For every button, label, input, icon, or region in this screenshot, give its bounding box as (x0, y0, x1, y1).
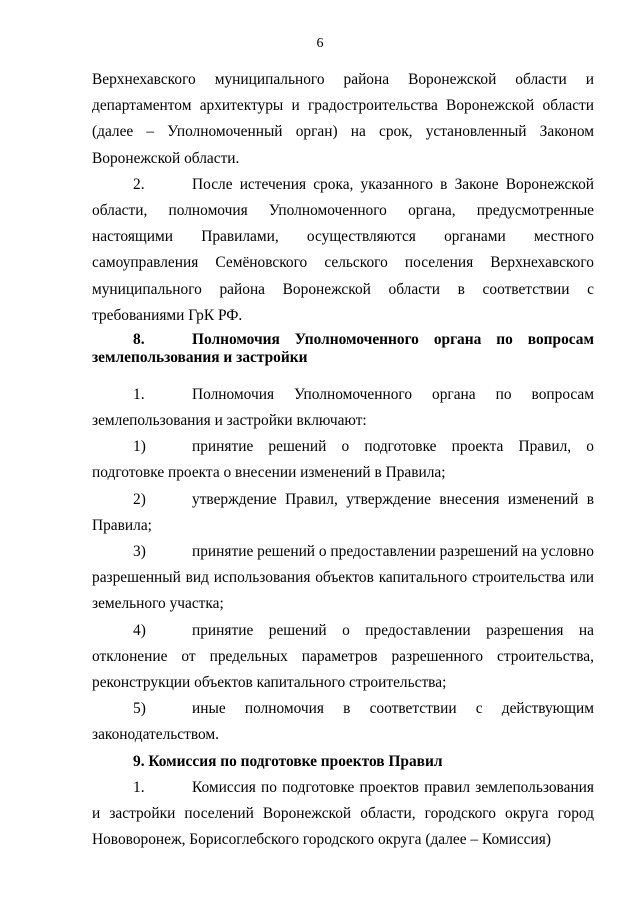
paragraph-text: Полномочия Уполномоченного органа по вопросам землепользования и застройки включают: (92, 385, 594, 430)
list-item-text: принятие решений о предоставлении разрешений на условно разрешенный вид использования объектов капитального строительства или земельного участка; (92, 543, 594, 613)
list-item-number: 5) (133, 700, 146, 718)
list-item-text: иные полномочия в соответствии с действующим законодательством. (92, 700, 594, 744)
list-item-number: 4) (133, 621, 146, 639)
paragraph-7-2 (92, 172, 594, 329)
paragraph-text: Верхнехавского муниципального района Воронежской области и департаментом архитектуры и градостроительства Воронежской области (далее – Уполномоченный орган) на срок, установленный Законом Воронежской области. (92, 71, 594, 167)
list-item-text: принятие решений о предоставлении разрешения на отклонение от предельных параметров разрешенного строительства, реконструкции объектов капитального строительства; (92, 621, 594, 692)
section-heading-9 (92, 749, 594, 775)
list-item-3 (92, 539, 594, 618)
list-item-number: 2) (133, 490, 146, 508)
paragraph-number: 1. (133, 778, 145, 796)
list-item-text: принятие решений о подготовке проекта Правил, о подготовке проекта о внесении изменений в Правила; (92, 438, 594, 482)
paragraph-9-1 (92, 775, 594, 854)
list-item-number: 3) (133, 543, 146, 561)
page-number: 6 (316, 36, 324, 51)
list-item-text: утверждение Правил, утверждение внесения изменений в Правила; (92, 490, 594, 534)
paragraph-text: Комиссия по подготовке проектов правил землепользования и застройки поселений Воронежской области, городского округа город Нововоронеж, Борисоглебского городского округа (далее – Комиссия) (92, 778, 594, 849)
list-item-1 (92, 434, 594, 486)
paragraph-number: 2. (133, 175, 145, 193)
heading-text: Полномочия Уполномоченного органа по вопросам землепользования и застройки (92, 331, 594, 367)
list-item-2 (92, 487, 594, 539)
paragraph-continuation (92, 67, 594, 172)
paragraph-number: 1. (133, 385, 145, 403)
list-item-4 (92, 618, 594, 697)
list-item-5 (92, 696, 594, 748)
paragraph-8-1 (92, 382, 594, 434)
document-body (92, 67, 594, 854)
section-heading-8 (92, 331, 594, 368)
heading-number: 8. (133, 331, 145, 349)
paragraph-text: После истечения срока, указанного в Законе Воронежской области, полномочия Уполномоченного органа, предусмотренные настоящими Правилами, осуществляются органами местного самоуправления Семёновского сельского поселения Верхнехавского муниципального района Воронежской области в соответствии с требованиями ГрК РФ. (92, 175, 594, 324)
heading-text: 9. Комиссия по подготовке проектов Правил (133, 752, 443, 770)
list-item-number: 1) (133, 438, 146, 456)
